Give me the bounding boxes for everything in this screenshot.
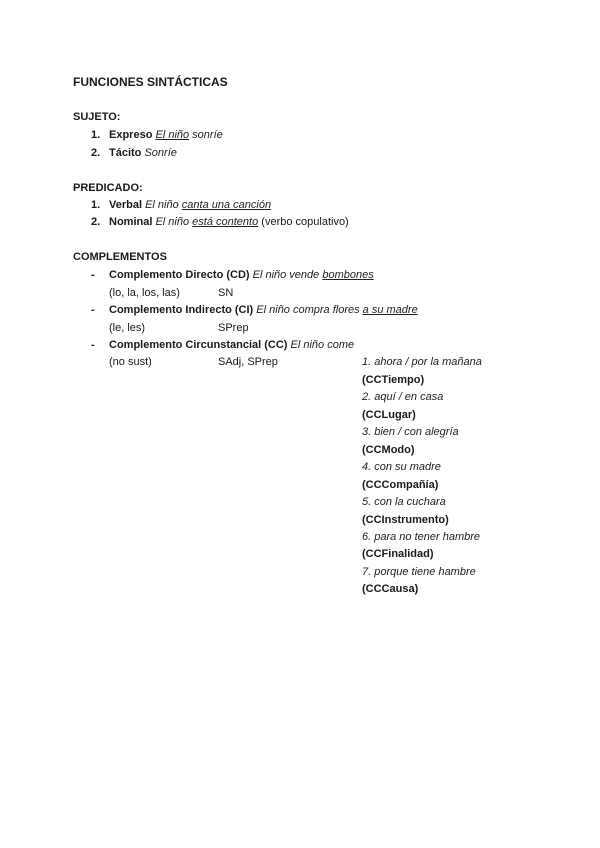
sujeto-label-tacito: Tácito bbox=[109, 147, 142, 159]
cc-example: El niño come bbox=[287, 339, 355, 351]
sujeto-item-tacito bbox=[91, 147, 177, 159]
example-subject: El niño bbox=[155, 129, 190, 141]
example-predicate: canta una canción bbox=[181, 199, 272, 211]
list-number: 1. bbox=[91, 129, 101, 141]
example-rest: sonríe bbox=[189, 129, 223, 141]
predicado-item-nominal bbox=[91, 216, 349, 228]
sujeto-label-expreso: Expreso bbox=[109, 129, 153, 141]
cd-label: Complemento Directo (CD) bbox=[109, 269, 250, 281]
cd-example-underlined: bombones bbox=[322, 269, 374, 281]
complemento-circunstancial bbox=[91, 339, 354, 351]
list-number: 2. bbox=[91, 147, 101, 159]
ci-pronouns: (le, les) bbox=[109, 322, 146, 334]
list-dash: - bbox=[91, 339, 95, 351]
complemento-indirecto bbox=[91, 304, 418, 316]
cc-pronouns: (no sust) bbox=[109, 356, 152, 368]
ci-example-pre: El niño compra flores bbox=[253, 304, 363, 316]
cc-example-1: 1. ahora / por la mañana bbox=[362, 356, 482, 368]
cc-type-6: (CCFinalidad) bbox=[362, 548, 434, 560]
ci-type: SPrep bbox=[218, 322, 249, 334]
ci-example-underlined: a su madre bbox=[362, 304, 418, 316]
cc-type-7: (CCCausa) bbox=[362, 583, 419, 595]
predicado-label-verbal: Verbal bbox=[109, 199, 143, 211]
cc-example-5: 5. con la cuchara bbox=[362, 496, 446, 508]
predicado-item-verbal bbox=[91, 199, 271, 211]
complemento-directo bbox=[91, 269, 374, 281]
cc-type: SAdj, SPrep bbox=[218, 356, 278, 368]
predicado-label-nominal: Nominal bbox=[109, 216, 153, 228]
list-dash: - bbox=[91, 269, 95, 281]
cc-type-1: (CCTiempo) bbox=[362, 374, 425, 386]
example-text: Sonríe bbox=[144, 147, 177, 159]
cc-example-2: 2. aquí / en casa bbox=[362, 391, 444, 403]
cc-example-7: 7. porque tiene hambre bbox=[362, 566, 476, 578]
cc-example-4: 4. con su madre bbox=[362, 461, 441, 473]
page-title: FUNCIONES SINTÁCTICAS bbox=[73, 75, 228, 89]
cc-type-4: (CCCompañía) bbox=[362, 479, 439, 491]
list-number: 2. bbox=[91, 216, 101, 228]
cc-label: Complemento Circunstancial (CC) bbox=[109, 339, 288, 351]
predicado-heading: PREDICADO: bbox=[73, 182, 143, 194]
cc-type-3: (CCModo) bbox=[362, 444, 415, 456]
example-predicate: está contento bbox=[192, 216, 259, 228]
cc-example-3: 3. bien / con alegría bbox=[362, 426, 459, 438]
cd-type: SN bbox=[218, 287, 234, 299]
sujeto-heading: SUJETO: bbox=[73, 111, 121, 123]
cc-example-6: 6. para no tener hambre bbox=[362, 531, 481, 543]
complementos-heading: COMPLEMENTOS bbox=[73, 251, 167, 263]
ci-label: Complemento Indirecto (CI) bbox=[109, 304, 254, 316]
example-note: (verbo copulativo) bbox=[258, 216, 349, 228]
example-pre: El niño bbox=[145, 199, 182, 211]
cc-type-5: (CCInstrumento) bbox=[362, 514, 449, 526]
cc-type-2: (CCLugar) bbox=[362, 409, 416, 421]
cd-pronouns: (lo, la, los, las) bbox=[109, 287, 180, 299]
sujeto-item-expreso bbox=[91, 129, 223, 141]
list-number: 1. bbox=[91, 199, 101, 211]
cd-example-pre: El niño vende bbox=[249, 269, 323, 281]
example-pre: El niño bbox=[155, 216, 193, 228]
list-dash: - bbox=[91, 304, 95, 316]
